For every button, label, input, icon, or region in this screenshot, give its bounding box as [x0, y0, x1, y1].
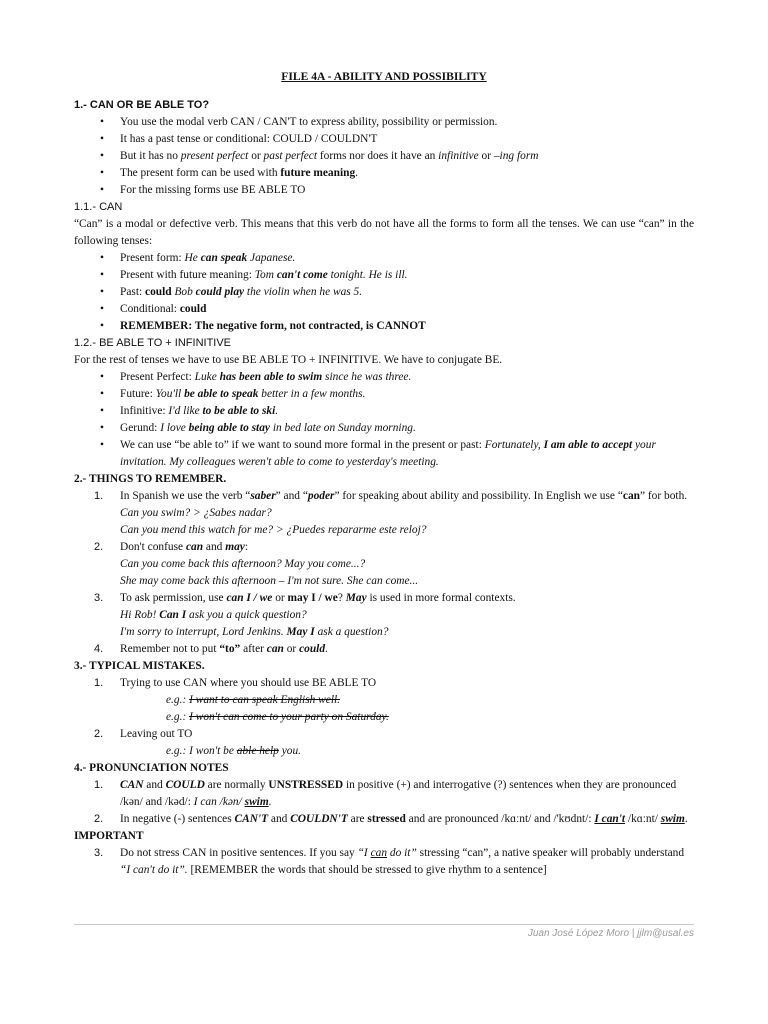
numbered-item: [74, 777, 694, 811]
numbered-item: [74, 811, 694, 828]
section-3-list: [74, 675, 694, 760]
numbered-item: [74, 488, 694, 539]
subsection-1-1-heading: 1.1.- CAN: [74, 201, 123, 213]
numbered-item: [74, 845, 694, 879]
page-footer: Juan José López Moro | jjlm@usal.es: [74, 924, 694, 939]
item-text: Leaving out TO: [120, 728, 193, 740]
subsection-1-2-text: For the rest of tenses we have to use BE ABLE TO + INFINITIVE. We have to conjugate BE.: [74, 354, 503, 366]
list-item: • Gerund: I love being able to stay in bed late on Sunday morning.: [74, 420, 694, 437]
list-item: • Infinitive: I'd like to be able to ski.: [74, 403, 694, 420]
subsection-1-2-bullets: [74, 369, 694, 471]
subsection-1-1-text: “Can” is a modal or defective verb. This means that this verb do not have all the forms to form all the tenses. We can use “can” in the following tenses:: [74, 218, 694, 247]
example-line: I'm sorry to interrupt, Lord Jenkins. May I ask a question?: [120, 626, 389, 638]
document-page: [74, 68, 694, 879]
example-line: Hi Rob! Can I ask you a quick question?: [120, 609, 307, 621]
section-1-heading: 1.- CAN OR BE ABLE TO?: [74, 99, 210, 111]
item-number: 3.: [94, 592, 104, 604]
example-line: She may come back this afternoon – I'm not sure. She can come...: [120, 575, 419, 587]
example-line: e.g.: I won't can come to your party on Saturday.: [166, 711, 389, 723]
example-line: e.g.: I want to can speak English well.: [166, 694, 341, 706]
numbered-item: [74, 641, 694, 658]
list-item: • For the missing forms use BE ABLE TO: [74, 182, 694, 199]
item-number: 3.: [94, 847, 104, 859]
item-text: Do not stress CAN in positive sentences. If you say “I can do it” stressing “can”, a native speaker will probably understand “I can't do it”. [REMEMBER the words that should be stressed to give rhythm to a sentence]: [120, 847, 685, 876]
item-number: 4.: [94, 643, 104, 655]
example-line: Can you mend this watch for me? > ¿Puedes repararme este reloj?: [120, 524, 427, 536]
list-item: • We can use “be able to” if we want to sound more formal in the present or past: Fortunately, I am able to accept your invitation. My colleagues weren't able to come to yesterday's meeting.: [74, 437, 694, 471]
item-number: 1.: [94, 677, 104, 689]
item-number: 2.: [94, 541, 104, 553]
section-3-heading: 3.- TYPICAL MISTAKES.: [74, 660, 205, 672]
example-line: Can you come back this afternoon? May you come...?: [120, 558, 366, 570]
item-number: 1.: [94, 490, 104, 502]
item-number: 2.: [94, 813, 104, 825]
section-4-heading: 4.- PRONUNCIATION NOTES: [74, 762, 229, 774]
subsection-1-2-heading: 1.2.- BE ABLE TO + INFINITIVE: [74, 337, 232, 349]
item-number: 2.: [94, 728, 104, 740]
important-list: [74, 845, 694, 879]
example-line: Can you swim? > ¿Sabes nadar?: [120, 507, 272, 519]
list-item: • But it has no present perfect or past perfect forms nor does it have an infinitive or –ing form: [74, 148, 694, 165]
item-text: In negative (-) sentences CAN'T and COULDN'T are stressed and are pronounced /kɑːnt/ and /'kʊdnt/: I can't /kɑːnt/ swim.: [120, 813, 688, 825]
numbered-item: [74, 590, 694, 641]
section-4-list: [74, 777, 694, 828]
item-text: Don't confuse can and may:: [120, 541, 248, 553]
list-item: • Future: You'll be able to speak better in a few months.: [74, 386, 694, 403]
subsection-1-1-bullets: [74, 250, 694, 335]
list-item: • Present with future meaning: Tom can't come tonight. He is ill.: [74, 267, 694, 284]
page-title: FILE 4A - ABILITY AND POSSIBILITY: [281, 70, 487, 83]
list-item: • The present form can be used with future meaning.: [74, 165, 694, 182]
item-number: 1.: [94, 779, 104, 791]
list-item: • It has a past tense or conditional: COULD / COULDN'T: [74, 131, 694, 148]
example-line: e.g.: I won't be able help you.: [166, 745, 301, 757]
section-1-bullets: [74, 114, 694, 199]
list-item: • You use the modal verb CAN / CAN'T to express ability, possibility or permission.: [74, 114, 694, 131]
numbered-item: [74, 675, 694, 726]
item-text: To ask permission, use can I / we or may I / we? May is used in more formal contexts.: [120, 592, 516, 604]
numbered-item: [74, 726, 694, 760]
list-item: • Conditional: could: [74, 301, 694, 318]
item-text: Trying to use CAN where you should use BE ABLE TO: [120, 677, 377, 689]
item-text: Remember not to put “to” after can or could.: [120, 643, 328, 655]
list-item: • Past: could Bob could play the violin when he was 5.: [74, 284, 694, 301]
item-text: CAN and COULD are normally UNSTRESSED in positive (+) and interrogative (?) sentences when they are pronounced /kən/ and /kəd/: I can /kən/ swim.: [120, 779, 677, 808]
numbered-item: [74, 539, 694, 590]
list-item: • Present form: He can speak Japanese.: [74, 250, 694, 267]
list-item: • REMEMBER: The negative form, not contracted, is CANNOT: [74, 318, 694, 335]
important-heading: IMPORTANT: [74, 830, 144, 842]
list-item: • Present Perfect: Luke has been able to swim since he was three.: [74, 369, 694, 386]
item-text: In Spanish we use the verb “saber” and “poder” for speaking about ability and possibility. In English we use “can” for both.: [120, 490, 688, 502]
section-2-heading: 2.- THINGS TO REMEMBER.: [74, 473, 227, 485]
section-2-list: [74, 488, 694, 658]
